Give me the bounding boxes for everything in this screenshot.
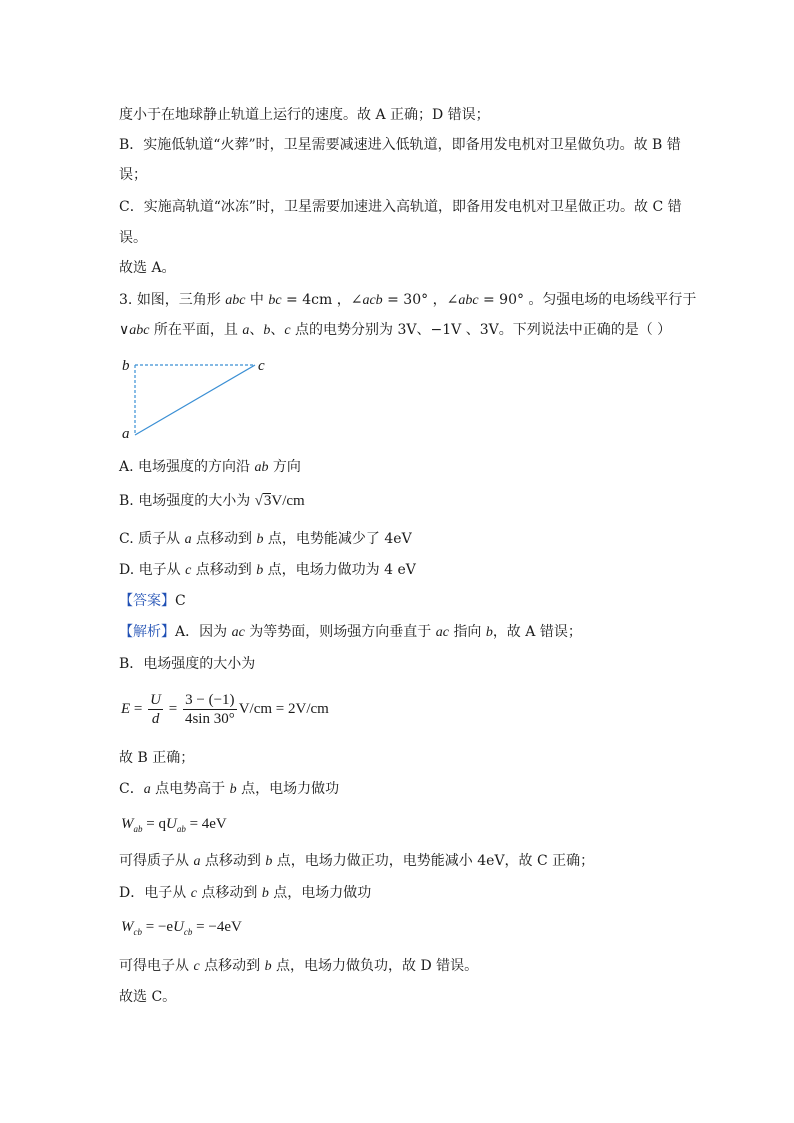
conclusion: 故选 C。: [119, 989, 177, 1005]
sqrt-sign: √: [254, 493, 263, 509]
math-var: acb: [362, 293, 383, 308]
math-var: a: [184, 532, 192, 547]
text: 点电势高于: [150, 781, 230, 797]
text: D．电子从: [119, 885, 191, 901]
question-line-2: [119, 321, 671, 340]
label-a: a: [122, 426, 130, 442]
subscript: ab: [133, 824, 143, 834]
formula-wcb: [121, 918, 242, 937]
text: A. 电场强度的方向沿: [119, 459, 255, 475]
text: A．因为: [175, 624, 232, 640]
math-var: c: [193, 959, 200, 974]
analysis-b-result: 故 B 正确；: [119, 750, 195, 766]
text: ，故 A 错误；: [492, 624, 582, 640]
label-c: c: [258, 358, 265, 374]
math-var: b: [263, 323, 271, 338]
text: =: [130, 701, 147, 717]
math-var: ac: [231, 625, 245, 640]
text: 、: [270, 322, 285, 338]
text: 中: [245, 292, 269, 308]
math-var: b: [265, 854, 273, 869]
text: 点，电场力做负功，故 D 错误。: [271, 958, 479, 974]
text-line: 度小于在地球静止轨道上运行的速度。故 A 正确；D 错误；: [119, 107, 490, 123]
math-var: b: [256, 563, 264, 578]
analysis-d-result: [119, 957, 478, 976]
math-var: c: [185, 563, 192, 578]
text: 点移动到: [199, 958, 265, 974]
text: 点移动到: [200, 853, 266, 869]
answer-tag: 【答案】: [119, 593, 175, 609]
math-var: a: [193, 854, 201, 869]
math-var: abc: [458, 293, 479, 308]
triangle-figure: [116, 350, 276, 445]
text: 所在平面，且: [149, 322, 243, 338]
label-b: b: [122, 358, 130, 374]
analysis-c-result: [119, 852, 594, 871]
denominator: 4sin 30°: [184, 711, 235, 728]
text: D. 电子从: [119, 562, 186, 578]
text: = 4cm ，∠: [281, 292, 363, 308]
text: 点移动到: [196, 885, 262, 901]
text: 点，电势能减少了 4eV: [263, 531, 412, 547]
text: = −e: [142, 919, 174, 935]
formula-e: [121, 688, 329, 730]
math-var: c: [284, 323, 291, 338]
fraction-value: [183, 691, 237, 728]
math-var: U: [165, 816, 177, 832]
analysis-b-heading: B．电场强度的大小为: [119, 656, 256, 672]
text: ∨: [119, 322, 130, 338]
subscript: cb: [133, 927, 142, 937]
text: 点移动到: [191, 531, 257, 547]
text: C．: [119, 781, 144, 797]
text: B. 电场强度的大小为: [119, 493, 255, 509]
text: = 30° ，∠: [382, 292, 459, 308]
math-var: b: [485, 625, 493, 640]
text: = q: [142, 816, 166, 832]
option-c: [119, 530, 412, 549]
math-var: b: [261, 886, 269, 901]
text: 点，电场力做功: [236, 781, 340, 797]
text: = 4eV: [185, 816, 227, 832]
math-var: bc: [268, 293, 282, 308]
text: V/cm = 2V/cm: [238, 701, 329, 717]
text: C. 质子从: [119, 531, 185, 547]
text: 点，电场力做功: [268, 885, 372, 901]
math-var: a: [143, 782, 151, 797]
math-var: U: [173, 919, 184, 935]
text-line: C．实施高轨道“冰冻”时，卫星需要加速进入高轨道，即备用发电机对卫星做正功。故 C 错: [119, 199, 682, 215]
math-var: b: [264, 959, 272, 974]
math-var: abc: [129, 323, 150, 338]
side-ac: [135, 365, 255, 435]
math-var: E: [121, 701, 131, 717]
text: 为等势面，则场强方向垂直于: [244, 624, 436, 640]
text: 、: [249, 322, 264, 338]
text: 可得电子从: [119, 958, 194, 974]
answer-line: [119, 592, 186, 610]
text: 点移动到: [191, 562, 257, 578]
text: = 90° 。匀强电场的电场线平行于: [478, 292, 697, 308]
formula-wab: [121, 815, 227, 834]
analysis-d-heading: [119, 884, 371, 903]
text: =: [164, 701, 181, 717]
text: 指向: [448, 624, 486, 640]
math-var: c: [190, 886, 197, 901]
option-d: [119, 561, 416, 580]
denominator: d: [151, 711, 160, 728]
subscript: ab: [176, 824, 186, 834]
math-var: a: [242, 323, 250, 338]
math-var: abc: [225, 293, 246, 308]
numerator: 3 − (−1): [183, 691, 237, 710]
option-a: [119, 458, 301, 477]
text: = −4eV: [192, 919, 242, 935]
text: 点的电势分别为 3V、−1V 、3V。下列说法中正确的是（ ）: [290, 322, 672, 338]
math-var: W: [121, 919, 134, 935]
option-b: [119, 492, 305, 510]
text: 点，电场力做正功，电势能减小 4eV，故 C 正确；: [272, 853, 595, 869]
text: V/cm: [271, 493, 305, 509]
sqrt-value: 3: [263, 493, 272, 509]
math-var: ab: [254, 460, 269, 475]
math-var: b: [256, 532, 264, 547]
text-line: 故选 A。: [119, 260, 176, 276]
text-line: 误；: [119, 167, 147, 183]
question-line-1: [119, 291, 696, 310]
text-line: 误。: [119, 230, 147, 246]
text: 点，电场力做功为 4 eV: [263, 562, 416, 578]
subscript: cb: [183, 927, 193, 937]
text: 如图，三角形: [136, 292, 226, 308]
text-line: B．实施低轨道“火葬”时，卫星需要减速进入低轨道，即备用发电机对卫星做负功。故 B 错: [119, 137, 681, 153]
answer-value: C: [175, 593, 186, 609]
text: 方向: [268, 459, 301, 475]
math-var: b: [229, 782, 237, 797]
math-var: W: [121, 816, 134, 832]
math-var: ac: [435, 625, 449, 640]
question-number: 3.: [119, 292, 133, 308]
analysis-c-heading: [119, 780, 339, 799]
fraction-ud: [148, 691, 163, 728]
analysis-a: [119, 623, 582, 642]
text: 可得质子从: [119, 853, 194, 869]
analysis-tag: 【解析】: [119, 624, 175, 640]
numerator: U: [150, 692, 161, 709]
